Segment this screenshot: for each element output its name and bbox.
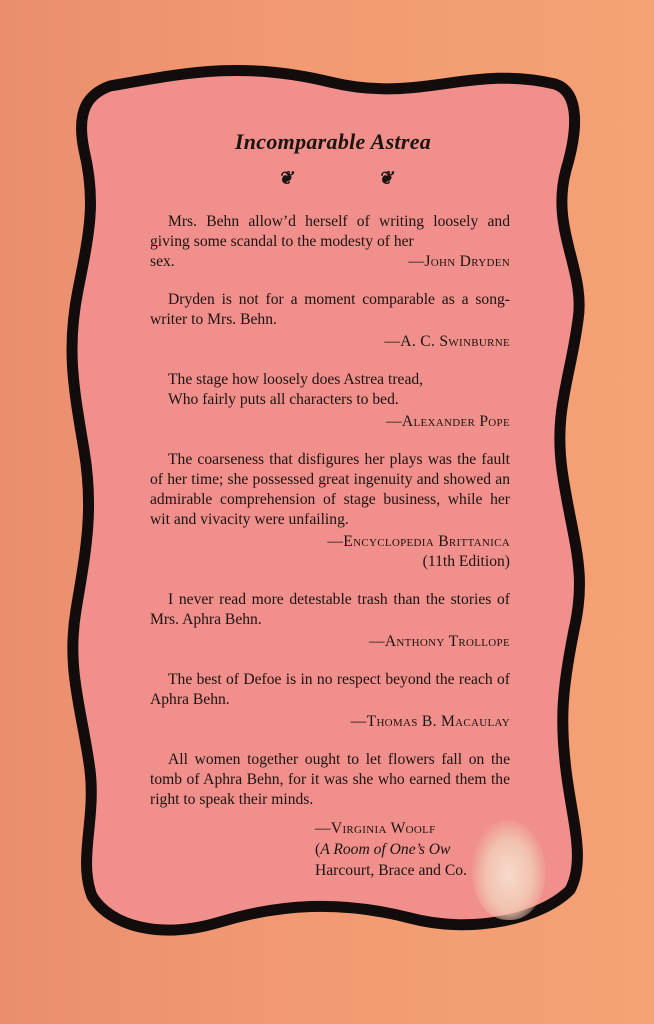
quote-author: —John Dryden — [408, 253, 510, 270]
quote-author: —Encyclopedia Brittanica — [327, 533, 510, 550]
source-paren: ( — [315, 841, 321, 858]
quote-text: All women together ought to let flowers fall on the tomb of Aphra Behn, for it was she who earned them the right to speak their minds. — [150, 751, 510, 808]
leaf-ornament-icon: ❦ — [378, 168, 394, 188]
quote-text: The coarseness that disfigures her plays was the fault of her time; she possessed great ingenuity and showed an admirable comprehension of stage business, while her wit and vivacity were unfailing. — [150, 451, 510, 528]
quote-author: —A. C. Swinburne — [384, 333, 510, 350]
quote-author: —Alexander Pope — [386, 413, 510, 430]
quote-author: —Anthony Trollope — [368, 633, 510, 650]
quote-pope — [150, 370, 510, 432]
quote-edition: (11th Edition) — [422, 553, 510, 570]
leaf-ornament-icon: ❦ — [278, 168, 294, 188]
quote-author: —Virginia Woolf — [315, 820, 436, 837]
quotation-panel — [150, 128, 510, 881]
quote-author: —Thomas B. Macaulay — [350, 713, 510, 730]
quote-text: The best of Defoe is in no respect beyond the reach of Aphra Behn. — [150, 671, 510, 708]
quote-text: sex. — [150, 253, 175, 270]
quote-dryden — [150, 212, 510, 272]
quote-trollope — [150, 590, 510, 652]
quote-text: Mrs. Behn allow’d herself of writing loosely and giving some scandal to the modesty of her — [150, 213, 510, 250]
publisher: Harcourt, Brace and Co. — [315, 862, 467, 879]
quote-line: Who fairly puts all characters to bed. — [168, 391, 399, 408]
paper-stain — [472, 820, 546, 920]
quote-tail — [150, 252, 510, 272]
quote-woolf — [150, 750, 510, 881]
source-title: A Room of One’s Ow — [320, 841, 451, 858]
quote-line: The stage how loosely does Astrea tread, — [168, 371, 424, 388]
ornament-row — [150, 168, 510, 194]
quote-text: I never read more detestable trash than the stories of Mrs. Aphra Behn. — [150, 591, 510, 628]
quote-swinburne — [150, 290, 510, 352]
quote-macaulay — [150, 670, 510, 732]
quote-britannica — [150, 450, 510, 572]
quote-text: Dryden is not for a moment comparable as a song-writer to Mrs. Behn. — [150, 291, 510, 328]
page-title: Incomparable Astrea — [234, 129, 432, 154]
